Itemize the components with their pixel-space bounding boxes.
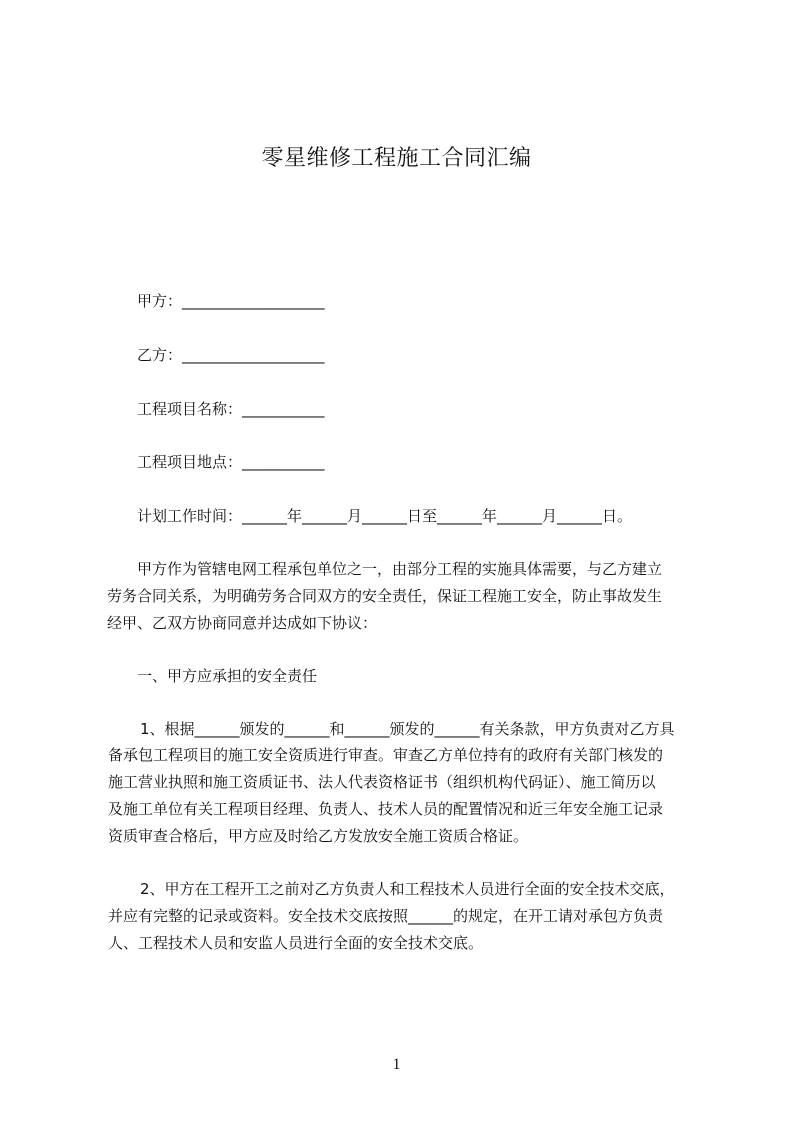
party-a-field: 甲方：___________________ bbox=[137, 292, 325, 310]
clause-2-line: 人、工程技术人员和安监人员进行全面的安全技术交底。 bbox=[108, 934, 484, 952]
page-number: 1 bbox=[392, 1056, 401, 1073]
clause-1-line: 资质审查合格后，甲方应及时给乙方发放安全施工资质合格证。 bbox=[108, 827, 529, 845]
document-title: 零星维修工程施工合同汇编 bbox=[261, 146, 532, 171]
clause-1-line: 1、根据______颁发的______和______颁发的______有关条款，甲方负责对乙方具 bbox=[140, 720, 675, 738]
clause-2-line: 并应有完整的记录或资料。安全技术交底按照______的规定，在开工请对承包方负责 bbox=[108, 907, 664, 925]
clause-1-line: 及施工单位有关工程项目经理、负责人、技术人员的配置情况和近三年安全施工记录 bbox=[108, 800, 664, 818]
clause-2-line: 2、甲方在工程开工之前对乙方负责人和工程技术人员进行全面的安全技术交底， bbox=[140, 880, 675, 898]
intro-line: 劳务合同关系，为明确劳务合同双方的安全责任，保证工程施工安全，防止事故发生 bbox=[107, 587, 663, 605]
project-name-field: 工程项目名称：___________ bbox=[137, 400, 325, 418]
clause-1-line: 备承包工程项目的施工安全资质进行审查。审查乙方单位持有的政府有关部门核发的 bbox=[108, 746, 664, 764]
clause-1-line: 施工营业执照和施工资质证书、法人代表资格证书（组织机构代码证）、施工简历以 bbox=[108, 773, 656, 791]
party-b-field: 乙方：___________________ bbox=[137, 346, 325, 364]
project-location-field: 工程项目地点：___________ bbox=[137, 453, 325, 471]
intro-line: 甲方作为管辖电网工程承包单位之一，由部分工程的实施具体需要，与乙方建立 bbox=[137, 560, 663, 578]
section-heading: 一、甲方应承担的安全责任 bbox=[137, 667, 318, 685]
intro-line: 经甲、乙双方协商同意并达成如下协议： bbox=[107, 614, 378, 632]
work-time-field: 计划工作时间：______年______月______日至______年______月______日。 bbox=[137, 507, 633, 525]
